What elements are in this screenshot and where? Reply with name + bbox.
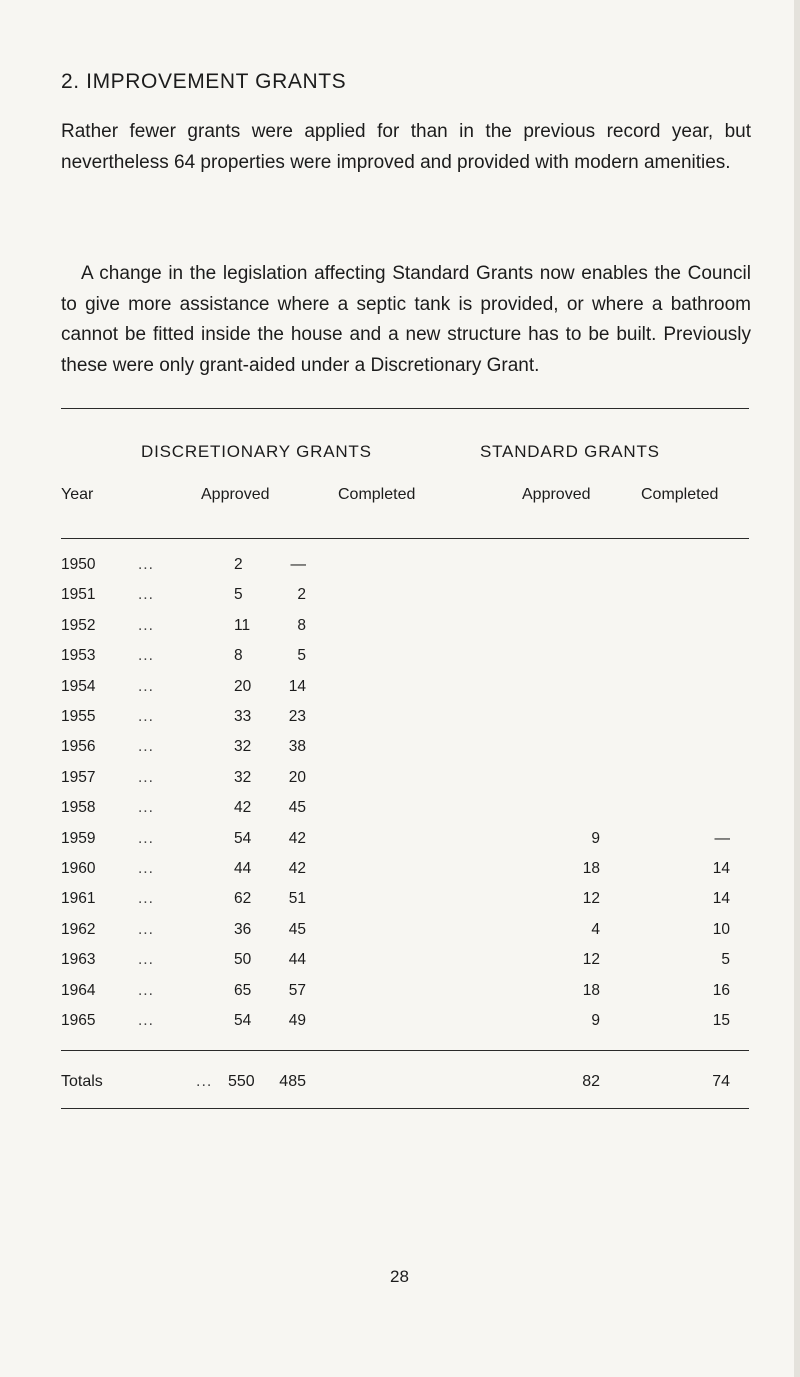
cell-disc-completed: 45 xyxy=(288,920,306,938)
cell-disc-approved: 44 xyxy=(234,860,252,877)
section-heading: 2. IMPROVEMENT GRANTS xyxy=(61,70,347,93)
table-row xyxy=(0,738,800,758)
leader-dots: ... xyxy=(138,768,154,786)
row-year: 1955 xyxy=(61,708,96,725)
cell-std-completed: 16 xyxy=(712,981,730,999)
cell-disc-approved: 62 xyxy=(234,890,252,908)
leader-dots: ... xyxy=(138,1012,154,1029)
cell-std-approved: 18 xyxy=(582,981,600,999)
totals-row xyxy=(0,1073,800,1093)
row-year: 1957 xyxy=(61,768,96,786)
cell-std-approved: 18 xyxy=(582,860,600,877)
cell-disc-approved: 54 xyxy=(234,829,252,847)
cell-std-approved: 12 xyxy=(582,951,600,969)
cell-std-completed: 5 xyxy=(721,951,730,969)
row-year: 1952 xyxy=(61,616,96,634)
column-header-year: Year xyxy=(61,486,94,503)
cell-disc-approved: 2 xyxy=(234,556,243,573)
totals-label: Totals xyxy=(61,1073,103,1090)
leader-dots: ... xyxy=(138,920,154,938)
cell-disc-completed: 45 xyxy=(288,799,306,817)
row-year: 1954 xyxy=(61,677,96,695)
leader-dots: ... xyxy=(138,951,154,969)
cell-std-approved: 12 xyxy=(582,890,600,908)
row-year: 1956 xyxy=(61,738,96,756)
leader-dots: ... xyxy=(138,738,154,756)
group-header-standard: STANDARD GRANTS xyxy=(480,442,660,461)
totals-top-rule xyxy=(61,1050,749,1051)
leader-dots: ... xyxy=(196,1073,213,1090)
row-year: 1960 xyxy=(61,860,96,877)
cell-disc-approved: 8 xyxy=(234,647,243,665)
leader-dots: ... xyxy=(138,799,154,817)
row-year: 1959 xyxy=(61,829,96,847)
cell-disc-completed: 57 xyxy=(288,981,306,999)
cell-std-approved: 9 xyxy=(591,1012,600,1029)
cell-disc-completed: 44 xyxy=(288,951,306,969)
leader-dots: ... xyxy=(138,708,154,725)
cell-disc-completed: 51 xyxy=(288,890,306,908)
cell-disc-completed: 14 xyxy=(288,677,306,695)
cell-std-approved: 9 xyxy=(591,829,600,847)
table-row xyxy=(0,1012,800,1032)
table-row xyxy=(0,982,800,1002)
cell-std-completed: 15 xyxy=(712,1012,730,1029)
column-header-disc-approved: Approved xyxy=(201,486,270,503)
column-header-std-approved: Approved xyxy=(522,486,591,503)
cell-disc-completed: 20 xyxy=(288,768,306,786)
row-year: 1958 xyxy=(61,799,96,817)
cell-std-completed: 10 xyxy=(712,920,730,938)
leader-dots: ... xyxy=(138,890,154,908)
cell-disc-approved: 42 xyxy=(234,799,252,817)
cell-std-completed: — xyxy=(714,829,730,847)
row-year: 1962 xyxy=(61,920,96,938)
cell-disc-approved: 36 xyxy=(234,920,252,938)
row-year: 1953 xyxy=(61,647,96,665)
totals-std-completed: 74 xyxy=(712,1073,730,1090)
cell-disc-approved: 65 xyxy=(234,981,252,999)
cell-disc-completed: 5 xyxy=(297,647,306,665)
table-row xyxy=(0,799,800,819)
leader-dots: ... xyxy=(138,829,154,847)
column-header-std-completed: Completed xyxy=(641,486,719,503)
table-row xyxy=(0,830,800,850)
cell-disc-completed: 8 xyxy=(297,616,306,634)
row-year: 1961 xyxy=(61,890,96,908)
leader-dots: ... xyxy=(138,556,154,573)
leader-dots: ... xyxy=(138,647,154,665)
leader-dots: ... xyxy=(138,677,154,695)
table-row xyxy=(0,617,800,637)
header-bottom-rule xyxy=(61,538,749,539)
cell-std-approved: 4 xyxy=(591,920,600,938)
leader-dots: ... xyxy=(138,586,154,604)
table-row xyxy=(0,890,800,910)
table-row xyxy=(0,586,800,606)
page-number: 28 xyxy=(390,1267,409,1286)
cell-std-completed: 14 xyxy=(712,860,730,877)
table-row xyxy=(0,921,800,941)
row-year: 1965 xyxy=(61,1012,96,1029)
totals-disc-completed: 485 xyxy=(279,1073,306,1090)
cell-disc-completed: 42 xyxy=(288,860,306,877)
leader-dots: ... xyxy=(138,616,154,634)
cell-disc-completed: 42 xyxy=(288,829,306,847)
cell-disc-completed: 23 xyxy=(288,708,306,725)
row-year: 1951 xyxy=(61,586,96,604)
cell-disc-approved: 20 xyxy=(234,677,252,695)
totals-disc-approved: 550 xyxy=(228,1073,255,1090)
group-header-discretionary: DISCRETIONARY GRANTS xyxy=(141,442,372,461)
cell-disc-approved: 54 xyxy=(234,1012,252,1029)
cell-disc-completed: 38 xyxy=(288,738,306,756)
table-bottom-rule xyxy=(61,1108,749,1109)
row-year: 1950 xyxy=(61,556,96,573)
column-header-disc-completed: Completed xyxy=(338,486,416,503)
cell-disc-approved: 5 xyxy=(234,586,243,604)
cell-disc-approved: 32 xyxy=(234,768,252,786)
cell-disc-completed: — xyxy=(290,556,306,573)
table-row xyxy=(0,556,800,576)
row-year: 1963 xyxy=(61,951,96,969)
totals-std-approved: 82 xyxy=(582,1073,600,1090)
table-row xyxy=(0,951,800,971)
paragraph-1: Rather fewer grants were applied for than in the previous record year, but nevertheless 64 properties were improved and provided with modern amenities. xyxy=(61,121,751,173)
leader-dots: ... xyxy=(138,860,154,877)
table-row xyxy=(0,647,800,667)
table-row xyxy=(0,678,800,698)
table-top-rule xyxy=(61,408,749,409)
cell-disc-approved: 50 xyxy=(234,951,252,969)
cell-disc-approved: 33 xyxy=(234,708,252,725)
table-row xyxy=(0,769,800,789)
cell-disc-completed: 2 xyxy=(297,586,306,604)
cell-std-completed: 14 xyxy=(712,890,730,908)
cell-disc-approved: 32 xyxy=(234,738,252,756)
table-row xyxy=(0,860,800,880)
row-year: 1964 xyxy=(61,981,96,999)
leader-dots: ... xyxy=(138,981,154,999)
cell-disc-completed: 49 xyxy=(288,1012,306,1029)
table-row xyxy=(0,708,800,728)
paragraph-2: A change in the legislation affecting Standard Grants now enables the Council to give more assistance where a septic tank is provided, or where a bathroom cannot be fitted inside the house and a new structure has to be built. Previously these were only grant-aided under a Discretionary Grant. xyxy=(61,263,751,376)
cell-disc-approved: 11 xyxy=(234,616,251,634)
